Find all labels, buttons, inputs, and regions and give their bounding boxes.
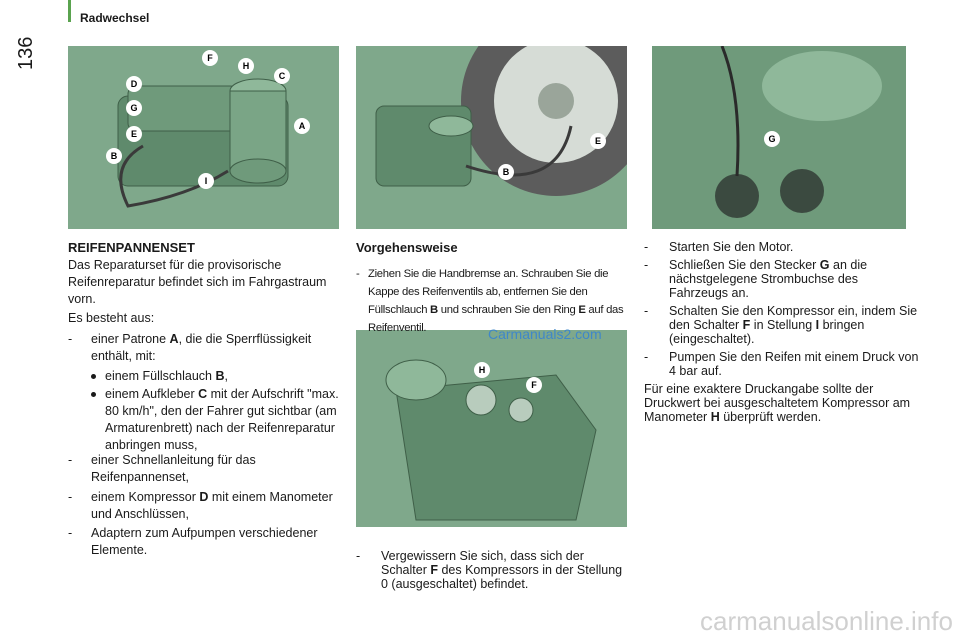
label-b: B — [502, 167, 510, 177]
repair-kit-image — [68, 46, 339, 229]
compressor-switch-image — [356, 330, 627, 527]
procedure-step: - Pumpen Sie den Reifen mit einem Druck von 4 bar auf. — [644, 350, 919, 378]
kit-sublist-item: einem Aufkleber C mit der Aufschrift "max. 80 km/h", den der Fahrer gut sichtbar (am Armaturenbrett) nach der Reifenreparatur anbringen muss, — [91, 386, 339, 454]
section-title: Radwechsel — [80, 11, 150, 25]
procedure-step: - Schalten Sie den Kompressor ein, indem Sie den Schalter F in Stellung I bringen (eingeschaltet). — [644, 304, 918, 346]
label-e: E — [594, 136, 602, 146]
kit-list-item: - einem Kompressor D mit einem Manometer und Anschlüssen, — [68, 490, 333, 521]
label-h: H — [478, 365, 486, 375]
label-e: E — [130, 129, 138, 139]
procedure-step: - Vergewissern Sie sich, dass sich der Schalter F des Kompressors in der Stellung 0 (ausgeschaltet) befindet. — [356, 549, 623, 591]
procedure-step: - Ziehen Sie die Handbremse an. Schrauben Sie die Kappe des Reifenventils ab, entfernen Sie den Füllschlauch B und schrauben Sie den Ring E auf das Reifenventil. — [356, 268, 624, 334]
label-h: H — [242, 61, 250, 71]
label-g: G — [768, 134, 776, 144]
label-g: G — [130, 103, 138, 113]
kit-list-item: - einer Schnellanleitung für das Reifenpannenset, — [68, 453, 256, 484]
kit-heading: REIFENPANNENSET — [68, 240, 195, 255]
kit-list-item: - Adaptern zum Aufpumpen verschiedener Elemente. — [68, 526, 318, 557]
procedure-steps-list — [644, 240, 919, 424]
pressure-note: Für eine exaktere Druckangabe sollte der Druckwert bei ausgeschaltetem Kompressor am Manometer H überprüft werden. — [644, 382, 911, 424]
section-marker-bar — [68, 0, 71, 22]
page-number: 136 — [15, 36, 37, 70]
kit-intro: Das Reparaturset für die provisorische Reifenreparatur befindet sich im Fahrgastraum vorn. — [68, 258, 327, 306]
kit-consists-label: Es besteht aus: — [68, 311, 155, 325]
watermark-overlay: Carmanuals2.com — [488, 326, 602, 342]
label-f: F — [207, 53, 213, 63]
label-c: C — [278, 71, 286, 81]
label-f: F — [531, 380, 537, 390]
power-socket-image — [652, 46, 906, 229]
label-i: I — [204, 176, 208, 186]
label-b: B — [110, 151, 118, 161]
label-a: A — [298, 121, 306, 131]
label-d: D — [130, 79, 138, 89]
wheel-valve-image — [356, 46, 627, 229]
procedure-heading: Vorgehensweise — [356, 240, 458, 255]
kit-sublist-item: einem Füllschlauch B, — [91, 368, 339, 385]
watermark-footer: carmanualsonline.info — [700, 606, 953, 636]
procedure-step: - Schließen Sie den Stecker G an die nächstgelegene Strombuchse des Fahrzeugs an. — [644, 258, 868, 300]
procedure-step: - Starten Sie den Motor. — [644, 240, 794, 254]
kit-list-item: - einer Patrone A, die die Sperrflüssigkeit enthält, mit: — [68, 332, 312, 363]
